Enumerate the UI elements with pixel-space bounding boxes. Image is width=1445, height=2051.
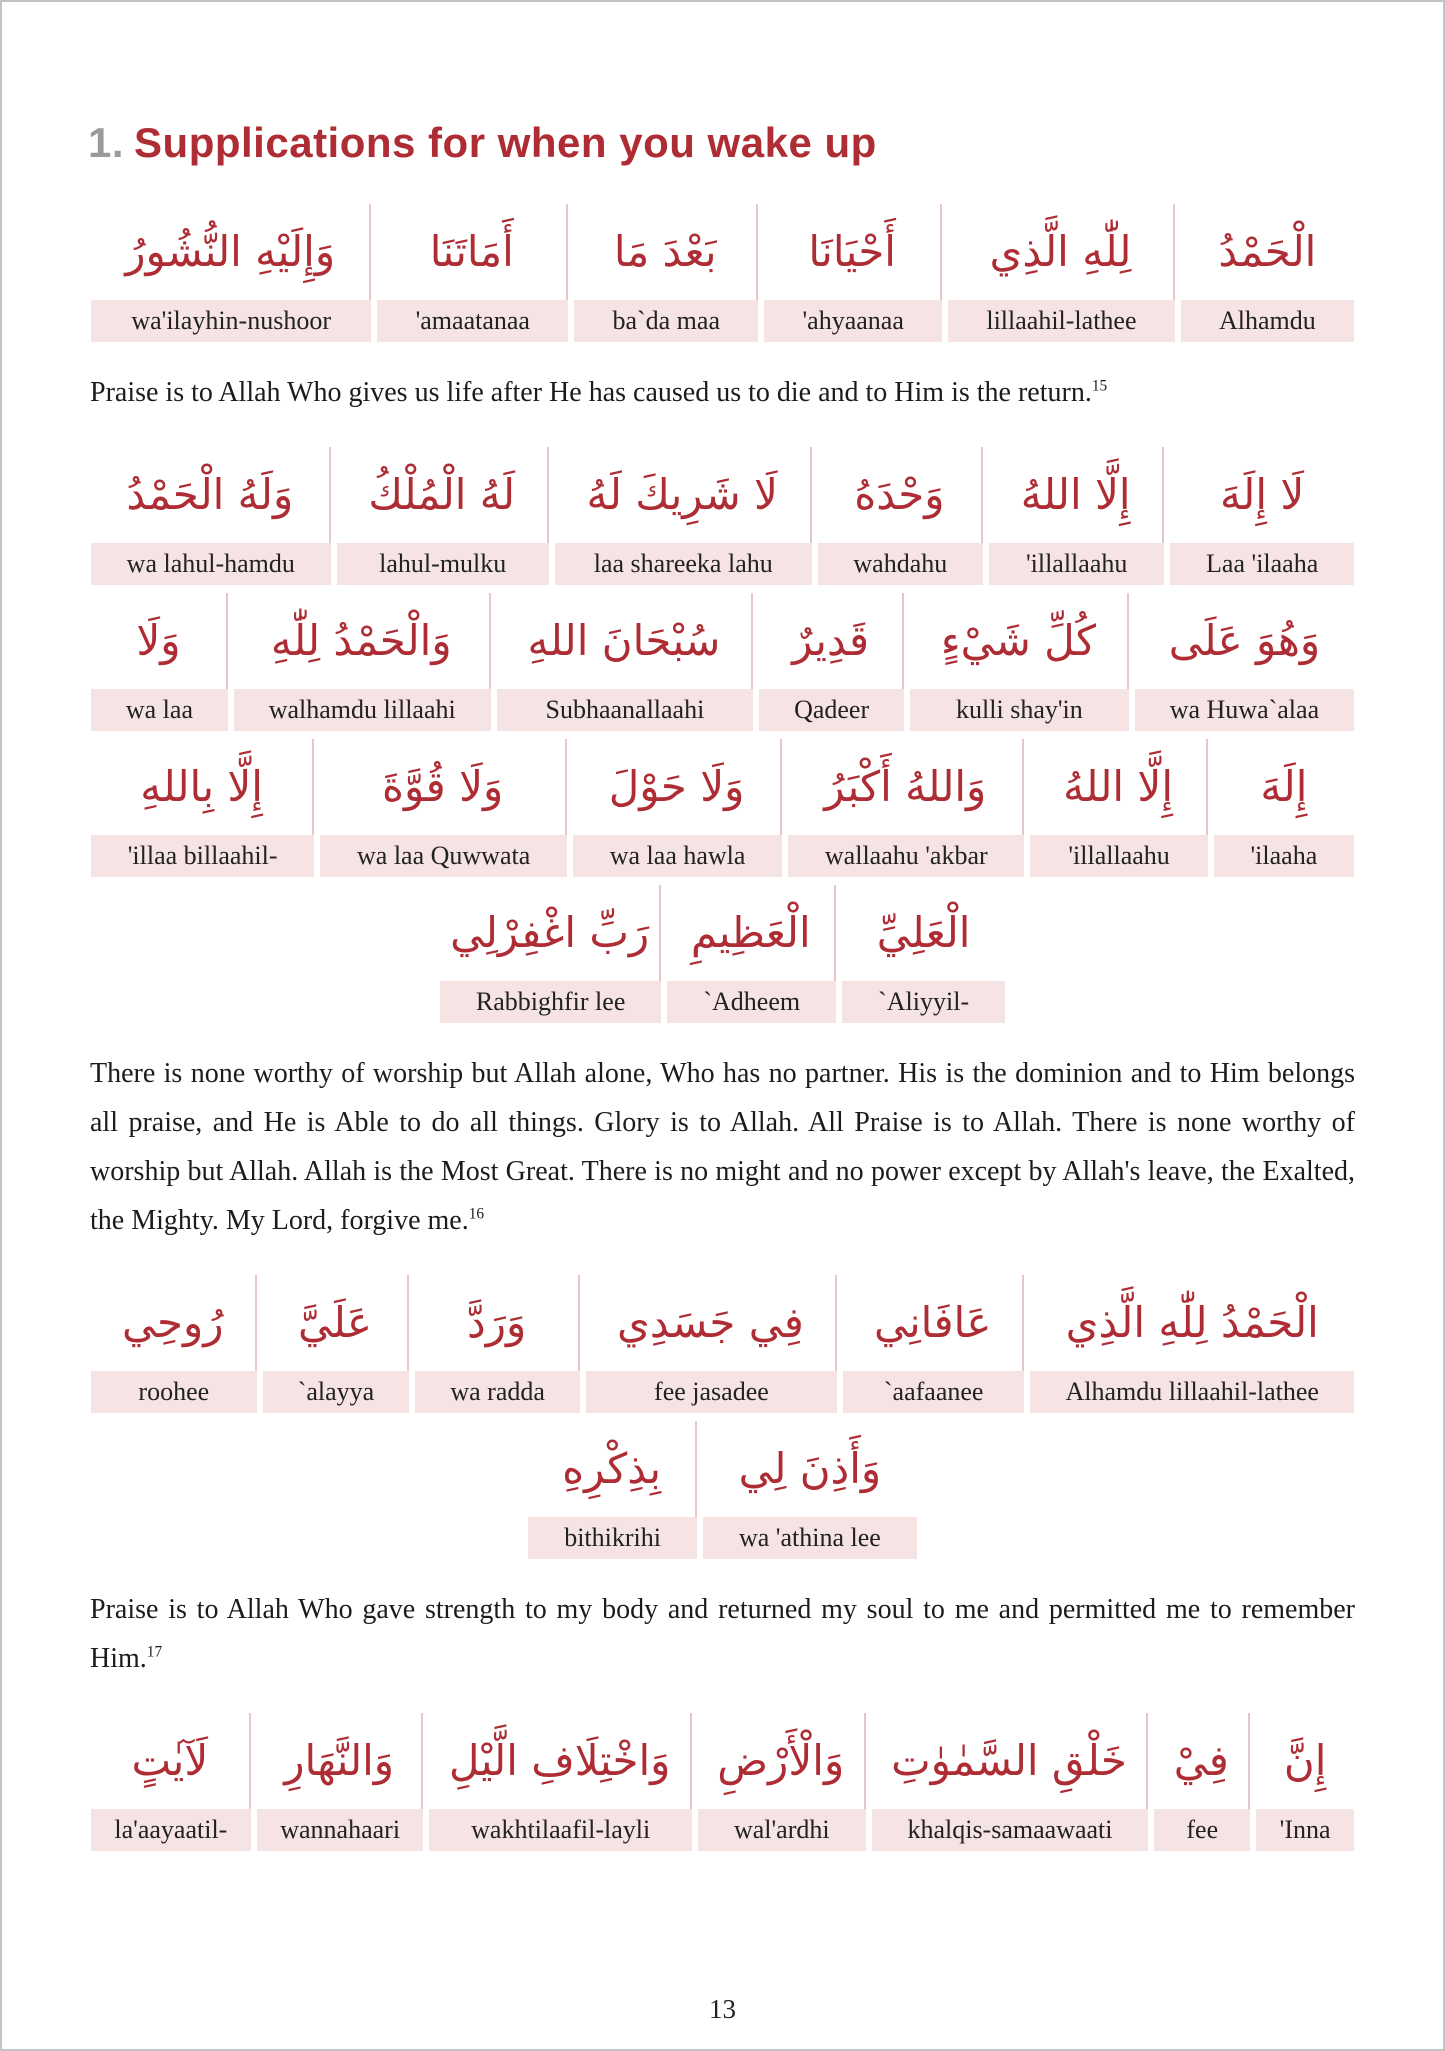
- arabic-text: خَلْقِ السَّمٰوٰتِ: [891, 1735, 1127, 1785]
- transliteration: bithikrihi: [528, 1517, 697, 1559]
- transliteration: 'ahyaanaa: [764, 300, 942, 342]
- dua-4: [88, 1713, 1357, 1851]
- phrase-segment: [429, 1713, 691, 1851]
- phrase-segment: [377, 204, 568, 342]
- phrase-segment: [872, 1713, 1149, 1851]
- transliteration: Qadeer: [759, 689, 904, 731]
- arabic-cell: [989, 447, 1164, 543]
- arabic-cell: [574, 204, 758, 300]
- arabic-cell: [586, 1275, 837, 1371]
- phrase-segment: [842, 885, 1005, 1023]
- dua-1: [88, 204, 1357, 417]
- phrase-segment: [1181, 204, 1354, 342]
- transliteration: `alayya: [263, 1371, 410, 1413]
- arabic-cell: [1170, 447, 1354, 543]
- phrase-segment: [586, 1275, 837, 1413]
- transliteration: laa shareeka lahu: [555, 543, 812, 585]
- arabic-cell: [257, 1713, 424, 1809]
- translation-text: There is none worthy of worship but Allah alone, Who has no partner. His is the dominion and to Him belongs all praise, and He is Able to do all things. Glory is to Allah. All Praise is to Allah. There is none worthy of worship but Allah. Allah is the Most Great. There is no might and no power except by Allah's leave, the Exalted, the Mighty. My Lord, forgive me.$^{16}$: [90, 1058, 1355, 1237]
- arabic-text: وَهُوَ عَلَى: [1168, 615, 1321, 665]
- arabic-cell: [948, 204, 1175, 300]
- arabic-cell: [1256, 1713, 1354, 1809]
- transliteration: wakhtilaafil-layli: [429, 1809, 691, 1851]
- arabic-text: فِيْ: [1173, 1735, 1229, 1785]
- phrase-segment: [440, 885, 661, 1023]
- transliteration: 'illallaahu: [1030, 835, 1207, 877]
- arabic-cell: [377, 204, 568, 300]
- transliteration: 'ilaaha: [1214, 835, 1354, 877]
- arabic-text: إِنَّ: [1283, 1735, 1327, 1785]
- page-title: [88, 120, 1357, 166]
- arabic-cell: [1135, 593, 1354, 689]
- phrase-segment: [257, 1713, 424, 1851]
- dua-row: [88, 447, 1357, 585]
- arabic-cell: [337, 447, 549, 543]
- arabic-cell: [320, 739, 567, 835]
- arabic-cell: [91, 739, 314, 835]
- phrase-segment: [91, 447, 331, 585]
- phrase-segment: [337, 447, 549, 585]
- transliteration: wannahaari: [257, 1809, 424, 1851]
- arabic-text: وَالنَّهَارِ: [284, 1735, 395, 1785]
- arabic-text: رَبِّ اغْفِرْلِي: [450, 907, 650, 957]
- transliteration: wa'ilayhin-nushoor: [91, 300, 371, 342]
- arabic-text: وَالْأَرْضِ: [717, 1735, 845, 1785]
- phrase-segment: [1135, 593, 1354, 731]
- arabic-text: إِلَّا بِاللهِ: [140, 761, 263, 811]
- transliteration: fee jasadee: [586, 1371, 837, 1413]
- arabic-cell: [872, 1713, 1149, 1809]
- arabic-cell: [91, 447, 331, 543]
- dua-row: [88, 593, 1357, 731]
- arabic-cell: [764, 204, 942, 300]
- arabic-cell: [759, 593, 904, 689]
- transliteration: fee: [1154, 1809, 1250, 1851]
- transliteration: Alhamdu: [1181, 300, 1354, 342]
- phrase-segment: [528, 1421, 697, 1559]
- arabic-text: فِي جَسَدِي: [617, 1297, 804, 1347]
- phrase-segment: [574, 204, 758, 342]
- arabic-cell: [843, 1275, 1025, 1371]
- transliteration: la'aayaatil-: [91, 1809, 251, 1851]
- phrase-segment: [320, 739, 567, 877]
- transliteration: `Adheem: [667, 981, 836, 1023]
- dua-3: [88, 1275, 1357, 1683]
- arabic-cell: [1214, 739, 1354, 835]
- arabic-cell: [1181, 204, 1354, 300]
- transliteration: Alhamdu lillaahil-lathee: [1030, 1371, 1354, 1413]
- page-number: 13: [709, 1994, 736, 2024]
- dua-2: [88, 447, 1357, 1245]
- phrase-segment: [1170, 447, 1354, 585]
- phrase-segment: [667, 885, 836, 1023]
- transliteration: roohee: [91, 1371, 257, 1413]
- title-number: 1.: [88, 119, 125, 166]
- transliteration: Rabbighfir lee: [440, 981, 661, 1023]
- transliteration: wa lahul-hamdu: [91, 543, 331, 585]
- title-text: Supplications for when you wake up: [134, 119, 877, 166]
- arabic-cell: [415, 1275, 580, 1371]
- arabic-cell: [1030, 1275, 1354, 1371]
- arabic-cell: [910, 593, 1129, 689]
- transliteration: Laa 'ilaaha: [1170, 543, 1354, 585]
- phrase-segment: [948, 204, 1175, 342]
- arabic-text: وَلَا حَوْلَ: [608, 761, 745, 811]
- phrase-segment: [573, 739, 782, 877]
- transliteration: 'illaa billaahil-: [91, 835, 314, 877]
- arabic-text: وَلَا: [136, 615, 181, 665]
- arabic-cell: [91, 1275, 257, 1371]
- arabic-text: لِلّٰهِ الَّذِي: [989, 226, 1132, 276]
- phrase-segment: [1214, 739, 1354, 877]
- dua-row: [88, 1275, 1357, 1413]
- arabic-cell: [703, 1421, 917, 1517]
- arabic-cell: [91, 593, 228, 689]
- arabic-text: إِلَّا اللهُ: [1063, 761, 1174, 811]
- phrase-segment: [759, 593, 904, 731]
- dua-row: [88, 1421, 1357, 1559]
- arabic-cell: [1154, 1713, 1250, 1809]
- arabic-text: وَأَذِنَ لِي: [738, 1443, 882, 1493]
- phrase-segment: [91, 593, 228, 731]
- phrase-segment: [703, 1421, 917, 1559]
- arabic-cell: [667, 885, 836, 981]
- arabic-cell: [528, 1421, 697, 1517]
- transliteration: ba`da maa: [574, 300, 758, 342]
- transliteration: wa 'athina lee: [703, 1517, 917, 1559]
- footnote-ref: 16: [468, 1205, 485, 1223]
- transliteration: wal'ardhi: [698, 1809, 866, 1851]
- arabic-cell: [497, 593, 754, 689]
- arabic-cell: [234, 593, 491, 689]
- transliteration: `aafaanee: [843, 1371, 1025, 1413]
- dua-row: [88, 204, 1357, 342]
- transliteration: Subhaanallaahi: [497, 689, 754, 731]
- transliteration: kulli shay'in: [910, 689, 1129, 731]
- arabic-text: إِلَّا اللهُ: [1020, 469, 1131, 519]
- arabic-text: عَلَيَّ: [297, 1297, 372, 1347]
- translation-text: Praise is to Allah Who gives us life after He has caused us to die and to Him is the return.$^{15}$: [90, 377, 1108, 409]
- arabic-text: رُوحِي: [122, 1297, 224, 1347]
- transliteration: `Aliyyil-: [842, 981, 1005, 1023]
- transliteration: wa laa: [91, 689, 228, 731]
- phrase-segment: [91, 1275, 257, 1413]
- phrase-segment: [788, 739, 1024, 877]
- arabic-text: الْحَمْدُ: [1218, 226, 1317, 276]
- phrase-segment: [91, 1713, 251, 1851]
- arabic-cell: [429, 1713, 691, 1809]
- arabic-cell: [91, 1713, 251, 1809]
- arabic-text: بِذِكْرِهِ: [562, 1443, 662, 1493]
- transliteration: wallaahu 'akbar: [788, 835, 1024, 877]
- phrase-segment: [1256, 1713, 1354, 1851]
- arabic-cell: [698, 1713, 866, 1809]
- arabic-text: وَإِلَيْهِ النُّشُورُ: [125, 226, 336, 276]
- transliteration: wa radda: [415, 1371, 580, 1413]
- translation-text: Praise is to Allah Who gave strength to my body and returned my soul to me and permitted me to remember Him.$^{17}$: [90, 1594, 1355, 1675]
- transliteration: 'amaatanaa: [377, 300, 568, 342]
- dua-row: [88, 1713, 1357, 1851]
- phrase-segment: [91, 204, 371, 342]
- arabic-text: وَلَهُ الْحَمْدُ: [126, 469, 294, 519]
- transliteration: 'Inna: [1256, 1809, 1354, 1851]
- arabic-text: وَاللهُ أَكْبَرُ: [824, 761, 987, 811]
- transliteration: 'illallaahu: [989, 543, 1164, 585]
- arabic-text: أَمَاتَنَا: [429, 226, 514, 276]
- transliteration: khalqis-samaawaati: [872, 1809, 1149, 1851]
- arabic-text: وَرَدَّ: [466, 1297, 527, 1347]
- phrase-segment: [1154, 1713, 1250, 1851]
- phrase-segment: [698, 1713, 866, 1851]
- arabic-cell: [573, 739, 782, 835]
- arabic-text: الْعَظِيمِ: [690, 907, 811, 957]
- arabic-cell: [440, 885, 661, 981]
- footnote-ref: 15: [1091, 377, 1108, 395]
- phrase-segment: [1030, 739, 1207, 877]
- phrase-segment: [1030, 1275, 1354, 1413]
- arabic-text: لَا شَرِيكَ لَهُ: [586, 469, 778, 519]
- phrase-segment: [764, 204, 942, 342]
- arabic-text: أَحْيَانَا: [808, 226, 896, 276]
- arabic-text: الْعَلِيِّ: [876, 907, 971, 957]
- phrase-segment: [818, 447, 983, 585]
- arabic-cell: [788, 739, 1024, 835]
- transliteration: wa laa hawla: [573, 835, 782, 877]
- dua-row: [88, 885, 1357, 1023]
- transliteration: wa laa Quwwata: [320, 835, 567, 877]
- arabic-cell: [263, 1275, 410, 1371]
- phrase-segment: [555, 447, 812, 585]
- arabic-text: الْحَمْدُ لِلّٰهِ الَّذِي: [1065, 1297, 1319, 1347]
- arabic-text: كُلِّ شَيْءٍ: [940, 615, 1096, 665]
- footnote-ref: 17: [146, 1643, 163, 1661]
- arabic-text: وَحْدَهُ: [854, 469, 945, 519]
- phrase-segment: [234, 593, 491, 731]
- phrase-segment: [263, 1275, 410, 1413]
- transliteration: lahul-mulku: [337, 543, 549, 585]
- transliteration: wahdahu: [818, 543, 983, 585]
- arabic-text: سُبْحَانَ اللهِ: [527, 615, 721, 665]
- transliteration: walhamdu lillaahi: [234, 689, 491, 731]
- arabic-text: وَلَا قُوَّةَ: [381, 761, 504, 811]
- arabic-text: إِلَهَ: [1260, 761, 1308, 811]
- phrase-segment: [497, 593, 754, 731]
- arabic-text: وَاخْتِلَافِ الَّيْلِ: [448, 1735, 671, 1785]
- phrase-segment: [910, 593, 1129, 731]
- phrase-segment: [91, 739, 314, 877]
- arabic-cell: [818, 447, 983, 543]
- arabic-text: لَا إِلَهَ: [1220, 469, 1305, 519]
- arabic-text: وَالْحَمْدُ لِلّٰهِ: [270, 615, 452, 665]
- transliteration: lillaahil-lathee: [948, 300, 1175, 342]
- arabic-text: عَافَانِي: [873, 1297, 992, 1347]
- arabic-text: قَدِيرٌ: [792, 615, 870, 665]
- arabic-cell: [1030, 739, 1207, 835]
- phrase-segment: [843, 1275, 1025, 1413]
- arabic-cell: [842, 885, 1005, 981]
- dua-row: [88, 739, 1357, 877]
- arabic-cell: [555, 447, 812, 543]
- arabic-text: بَعْدَ مَا: [613, 226, 717, 276]
- arabic-text: لَآيٰتٍ: [131, 1735, 209, 1785]
- arabic-cell: [91, 204, 371, 300]
- phrase-segment: [415, 1275, 580, 1413]
- duas: [88, 204, 1357, 1851]
- arabic-text: لَهُ الْمُلْكُ: [368, 469, 516, 519]
- transliteration: wa Huwa`alaa: [1135, 689, 1354, 731]
- phrase-segment: [989, 447, 1164, 585]
